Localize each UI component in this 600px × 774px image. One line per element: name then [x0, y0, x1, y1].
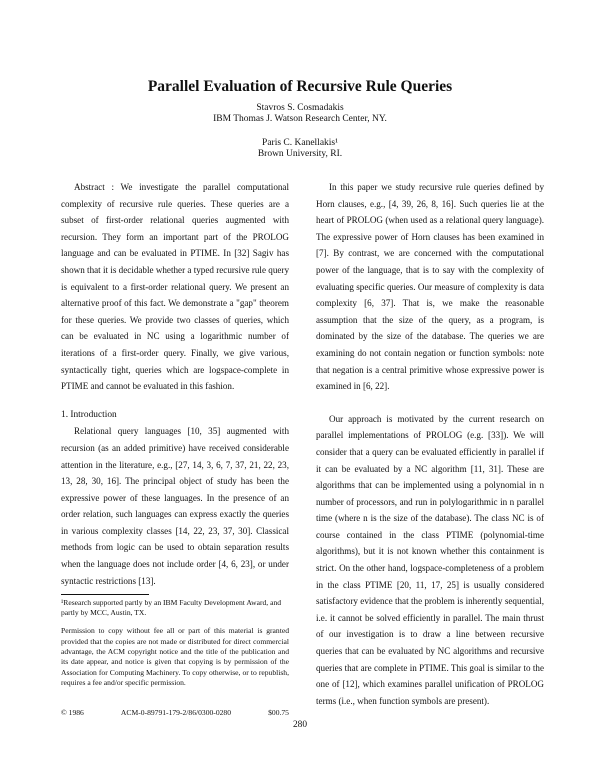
author-affiliation-2: Brown University, RI.: [257, 149, 343, 159]
footnote: ¹Research supported partly by an IBM Faculty Development Award, and partly by MCC, Austin, TX.: [61, 598, 282, 618]
intro-paragraph: Relational query languages [10, 35] augmented with recursion (as an added primitive) have received considerable attention in the literature, e.g., [27, 14, 3, 6, 7, 37, 21, 22, 23, 13, 28, 30, 16]. The principal object of study has been the expressive power of these languages. In the presence of an order relation, such languages can express exactly the queries in various complexity classes [14, 22, 23, 37, 30]. Classical methods from logic can be used to obtain separation results when the language does not include order [4, 6, 23], or under syntactic restrictions [13].: [61, 426, 289, 586]
right-column: [316, 179, 544, 709]
right-paragraph-2: Our approach is motivated by the current research on parallel implementations of PROLOG (e.g. [33]). We will consider that a query can be evaluated efficiently in parallel if it can be evaluated by a NC algorithm [11, 31]. These are algorithms that can be implemented using a polynomial in n number of processors, and run in polylogarithmic in n parallel time (where n is the size of the database). The class NC is of course contained in the class PTIME (polynomial-time algorithms), but it is not known whether this containment is strict. On the other hand, logspace-completeness of a problem in the class PTIME [20, 11, 17, 25] is usually considered satisfactory evidence that the problem is inherently sequential, i.e. it cannot be solved efficiently in parallel. The main thrust of our investigation is to draw a line between recursive queries that can be evaluated by NC algorithms and recursive queries that are complete in PTIME. This goal is similar to the one of [12], which examines parallel unification of PROLOG terms (i.e., when function symbols are present).: [316, 413, 544, 706]
intro-heading: 1. Introduction: [61, 409, 117, 420]
footnote-rule: [61, 594, 149, 595]
paper-title: Parallel Evaluation of Recursive Rule Queries: [147, 78, 453, 95]
author-name-2: Paris C. Kanellakis¹: [262, 138, 338, 148]
price: $00.75: [268, 707, 289, 717]
author-affiliation-1: IBM Thomas J. Watson Research Center, NY.: [213, 114, 387, 124]
page-number: 280: [292, 720, 308, 730]
left-column: [61, 179, 289, 721]
right-paragraph-1: In this paper we study recursive rule queries defined by Horn clauses, e.g., [4, 39, 26, 8, 16]. Such queries lie at the heart of PROLOG (when used as a relational query language). The expressive power of Horn clauses has been examined in [7]. By contrast, we are concerned with the computational power of the language, that is to say with the complexity of evaluating specific queries. Our measure of complexity is data complexity [6, 37]. That is, we make the reasonable assumption that the size of the query, as a program, is dominated by the size of the database. The queries we are examining do not contain negation or function symbols: note that negation is a central primitive whose expressive power is examined in [6, 22].: [316, 182, 544, 392]
copyright-year: © 1986: [61, 707, 84, 717]
abstract: Abstract : We investigate the parallel computational complexity of recursive rule queries. These queries are a subset of first-order relational queries augmented with recursion. They form an important part of the PROLOG language and can be evaluated in PTIME. In [32] Sagiv has shown that it is decidable whether a typed recursive rule query is equivalent to a first-order relational query. We present an alternative proof of this fact. We demonstrate a "gap" theorem for these queries. We provide two classes of queries, which can be evaluated in NC using a logarithmic number of iterations of a first-order query. Finally, we give various, syntactically tight, queries which are logspace-complete in PTIME and cannot be evaluated in this fashion.: [61, 182, 289, 392]
acm-code: ACM-0-89791-179-2/86/0300-0280: [120, 707, 232, 717]
copyright-line: [61, 705, 289, 722]
author-name-1: Stavros S. Cosmadakis: [256, 103, 344, 113]
permission-notice: Permission to copy without fee all or part of this material is granted provided that the copies are not made or distributed for direct commercial advantage, the ACM copyright notice and the title of the publication and its date appear, and notice is given that copying is by permission of the Association for Computing Machinery. To copy otherwise, or to republish, requires a fee and/or specific permission.: [61, 626, 289, 688]
